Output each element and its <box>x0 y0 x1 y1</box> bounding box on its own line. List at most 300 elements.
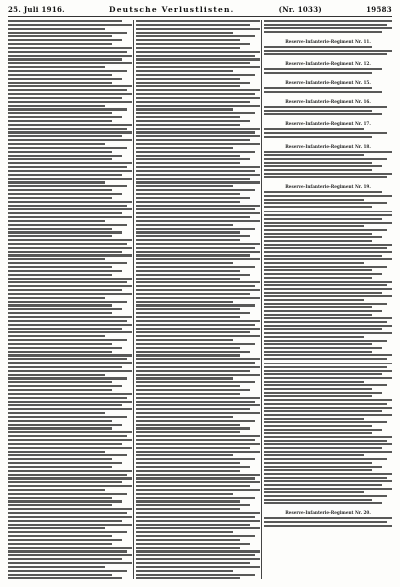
text-line <box>8 385 122 387</box>
text-line <box>136 89 260 91</box>
text-line <box>136 151 255 153</box>
text-line <box>136 539 240 541</box>
text-line <box>8 62 132 64</box>
text-line <box>264 303 387 305</box>
text-line <box>8 377 127 379</box>
text-line <box>136 431 240 433</box>
text-line <box>136 550 260 552</box>
text-line <box>8 58 122 60</box>
text-line <box>8 474 127 476</box>
text-line <box>136 427 250 429</box>
text-line <box>264 418 364 420</box>
text-line <box>264 281 392 283</box>
text-line <box>264 262 364 264</box>
text-line <box>264 68 382 70</box>
text-line <box>136 366 260 368</box>
text-line <box>8 427 112 429</box>
text-line <box>8 235 112 237</box>
text-line <box>8 489 105 491</box>
text-line <box>136 293 250 295</box>
text-line <box>264 191 382 193</box>
text-column-2 <box>136 20 260 579</box>
text-line <box>136 451 260 453</box>
text-line <box>264 321 387 323</box>
text-line <box>8 554 132 556</box>
text-line <box>264 20 392 22</box>
text-line <box>136 297 260 299</box>
text-line <box>136 278 240 280</box>
text-line <box>8 570 127 572</box>
text-line <box>8 278 132 280</box>
text-line <box>264 222 392 224</box>
text-line <box>264 429 382 431</box>
text-line <box>136 335 260 337</box>
text-line <box>136 477 255 479</box>
text-line <box>264 340 387 342</box>
text-line <box>8 281 127 283</box>
text-line <box>136 189 255 191</box>
text-line <box>8 524 132 526</box>
text-line <box>8 143 105 145</box>
text-line <box>8 497 112 499</box>
text-line <box>8 331 132 333</box>
text-line <box>136 39 240 41</box>
text-line <box>264 381 364 383</box>
text-line <box>264 480 392 482</box>
text-line <box>8 312 112 314</box>
text-line <box>264 53 387 55</box>
text-line <box>136 481 260 483</box>
text-line <box>8 466 112 468</box>
text-line <box>136 262 233 264</box>
text-line <box>264 347 382 349</box>
text-line <box>264 447 382 449</box>
text-line <box>136 316 240 318</box>
text-line <box>8 216 132 218</box>
text-line <box>8 70 127 72</box>
text-line <box>264 202 387 204</box>
text-line <box>136 497 255 499</box>
text-line <box>264 343 372 345</box>
text-line <box>8 97 122 99</box>
text-line <box>8 270 122 272</box>
header-date: 25. Juli 1916. <box>8 4 65 14</box>
text-line <box>8 47 132 49</box>
text-line <box>264 299 364 301</box>
text-line <box>136 458 255 460</box>
text-line <box>8 351 112 353</box>
text-line <box>264 395 372 397</box>
section-title: Reserve-Infanterie-Regiment Nr. 12. <box>285 61 371 67</box>
text-line <box>264 525 392 527</box>
header-issue: (Nr. 1033) <box>278 4 323 14</box>
text-column-3 <box>264 20 392 579</box>
text-line <box>264 366 387 368</box>
text-line <box>8 189 112 191</box>
text-line <box>264 407 392 409</box>
text-line <box>264 421 387 423</box>
section-title: Reserve-Infanterie-Regiment Nr. 19. <box>285 184 371 190</box>
header-title: Deutsche Verlustlisten. <box>109 4 235 14</box>
text-line <box>264 50 392 52</box>
text-line <box>8 135 122 137</box>
casualty-list <box>264 128 392 137</box>
text-line <box>136 443 260 445</box>
text-line <box>136 320 260 322</box>
text-line <box>136 281 260 283</box>
text-line <box>136 462 240 464</box>
text-line <box>264 499 372 501</box>
text-line <box>8 32 127 34</box>
text-line <box>136 485 250 487</box>
text-line <box>8 335 105 337</box>
text-line <box>136 397 260 399</box>
text-line <box>136 231 240 233</box>
text-line <box>264 236 382 238</box>
text-line <box>136 512 260 514</box>
section-title: Reserve-Infanterie-Regiment Nr. 16. <box>285 98 371 104</box>
text-line <box>136 516 255 518</box>
text-line <box>8 535 112 537</box>
text-line <box>136 524 250 526</box>
text-line <box>136 331 250 333</box>
text-line <box>8 74 112 76</box>
text-line <box>136 70 233 72</box>
text-line <box>136 155 240 157</box>
text-line <box>136 274 250 276</box>
text-line <box>136 162 240 164</box>
text-line <box>264 206 372 208</box>
text-line <box>8 458 112 460</box>
text-line <box>264 388 372 390</box>
text-line <box>8 412 105 414</box>
text-line <box>8 197 112 199</box>
text-line <box>264 410 382 412</box>
text-line <box>136 112 255 114</box>
text-line <box>264 403 387 405</box>
text-line <box>264 247 387 249</box>
text-line <box>136 28 260 30</box>
text-line <box>8 493 127 495</box>
text-line <box>8 393 132 395</box>
text-line <box>264 225 364 227</box>
casualty-list <box>264 68 392 74</box>
text-line <box>136 197 250 199</box>
text-line <box>136 120 250 122</box>
text-line <box>264 458 387 460</box>
text-line <box>8 239 132 241</box>
text-line <box>136 24 250 26</box>
text-line <box>8 131 132 133</box>
text-line <box>8 527 105 529</box>
text-line <box>136 74 255 76</box>
regiment-section <box>264 80 392 93</box>
text-line <box>136 66 260 68</box>
text-line <box>136 101 250 103</box>
text-line <box>136 32 233 34</box>
text-line <box>264 351 372 353</box>
text-line <box>8 166 127 168</box>
text-line <box>8 43 112 45</box>
text-line <box>136 51 260 53</box>
text-line <box>264 176 387 178</box>
text-line <box>264 325 392 327</box>
text-line <box>8 193 122 195</box>
section-rule <box>264 211 392 212</box>
text-line <box>136 243 260 245</box>
text-line <box>264 273 382 275</box>
text-line <box>8 516 132 518</box>
text-line <box>136 562 250 564</box>
header-page-number: 19583 <box>366 4 392 14</box>
regiment-section <box>264 99 392 115</box>
text-line <box>8 120 112 122</box>
text-line <box>136 62 250 64</box>
text-line <box>136 166 260 168</box>
text-line <box>264 502 382 504</box>
text-line <box>8 181 105 183</box>
text-line <box>136 374 260 376</box>
text-line <box>136 254 250 256</box>
text-line <box>8 531 127 533</box>
text-line <box>8 577 122 579</box>
text-line <box>264 229 387 231</box>
text-line <box>8 155 122 157</box>
text-line <box>8 185 127 187</box>
text-line <box>264 154 364 156</box>
text-line <box>8 170 132 172</box>
text-line <box>8 420 112 422</box>
text-line <box>8 431 132 433</box>
text-line <box>8 274 112 276</box>
text-line <box>264 244 392 246</box>
text-line <box>136 404 260 406</box>
text-line <box>136 285 255 287</box>
text-line <box>8 178 132 180</box>
section-rule <box>264 363 392 364</box>
regiment-section <box>264 184 392 504</box>
text-line <box>8 304 112 306</box>
text-line <box>136 128 260 130</box>
casualty-list <box>264 191 392 208</box>
text-line <box>8 543 112 545</box>
text-line <box>136 504 250 506</box>
text-line <box>8 447 132 449</box>
text-line <box>136 174 260 176</box>
text-line <box>264 46 372 48</box>
casualty-list <box>264 20 392 33</box>
regiment-section <box>264 39 392 55</box>
text-line <box>8 481 122 483</box>
text-line <box>136 289 260 291</box>
text-line <box>8 174 122 176</box>
text-line <box>136 116 240 118</box>
text-line <box>264 358 387 360</box>
text-line <box>136 377 233 379</box>
text-line <box>136 108 233 110</box>
text-line <box>136 158 250 160</box>
text-line <box>136 43 250 45</box>
text-line <box>8 558 122 560</box>
text-line <box>8 297 105 299</box>
text-line <box>136 185 233 187</box>
text-line <box>136 216 250 218</box>
text-line <box>264 218 382 220</box>
casualty-list <box>264 366 392 504</box>
text-line <box>136 447 250 449</box>
text-line <box>8 339 127 341</box>
text-line <box>264 165 382 167</box>
text-line <box>136 270 240 272</box>
text-line <box>136 362 255 364</box>
text-line <box>264 295 392 297</box>
text-line <box>264 136 372 138</box>
text-line <box>264 288 392 290</box>
text-line <box>136 224 233 226</box>
text-line <box>8 82 112 84</box>
text-line <box>136 93 255 95</box>
text-line <box>264 169 372 171</box>
text-line <box>264 469 372 471</box>
text-line <box>8 500 122 502</box>
text-line <box>8 93 132 95</box>
text-line <box>8 354 132 356</box>
text-line <box>8 316 132 318</box>
text-line <box>136 205 260 207</box>
text-line <box>8 470 132 472</box>
text-line <box>136 354 240 356</box>
text-line <box>136 82 250 84</box>
text-line <box>8 20 122 22</box>
text-line <box>8 504 112 506</box>
text-line <box>8 212 122 214</box>
regiment-section <box>264 144 392 179</box>
text-line <box>136 308 240 310</box>
text-line <box>136 408 250 410</box>
text-line <box>8 301 127 303</box>
text-line <box>136 105 260 107</box>
section-title: Reserve-Infanterie-Regiment Nr. 11. <box>285 39 371 45</box>
text-line <box>264 432 372 434</box>
text-line <box>136 574 255 576</box>
header-rule <box>8 16 392 17</box>
text-line <box>136 493 233 495</box>
text-line <box>136 577 240 579</box>
text-line <box>8 147 127 149</box>
text-line <box>136 58 260 60</box>
text-line <box>264 266 387 268</box>
regiment-section <box>264 20 392 33</box>
text-line <box>8 374 105 376</box>
text-line <box>264 132 387 134</box>
text-line <box>264 292 382 294</box>
casualty-list <box>136 20 260 579</box>
text-line <box>136 193 240 195</box>
text-line <box>136 251 260 253</box>
text-line <box>8 293 132 295</box>
text-line <box>8 158 112 160</box>
text-line <box>264 110 372 112</box>
text-line <box>136 312 250 314</box>
text-line <box>136 535 255 537</box>
text-line <box>8 220 105 222</box>
text-line <box>8 320 127 322</box>
text-line <box>264 491 364 493</box>
text-line <box>264 31 382 33</box>
text-line <box>136 500 240 502</box>
text-line <box>136 181 260 183</box>
text-line <box>8 243 127 245</box>
casualty-list <box>264 214 392 360</box>
text-line <box>8 435 127 437</box>
text-line <box>264 414 392 416</box>
text-line <box>264 443 392 445</box>
text-line <box>8 477 132 479</box>
text-line <box>136 389 250 391</box>
casualty-list <box>264 517 392 526</box>
text-line <box>8 231 122 233</box>
text-line <box>264 199 364 201</box>
text-line <box>136 139 250 141</box>
text-line <box>136 412 260 414</box>
text-line <box>8 55 132 57</box>
text-line <box>264 162 372 164</box>
text-line <box>136 170 255 172</box>
text-line <box>8 562 132 564</box>
text-line <box>136 328 260 330</box>
text-line <box>264 332 392 334</box>
text-line <box>8 24 132 26</box>
text-line <box>264 151 392 153</box>
text-line <box>136 439 255 441</box>
text-line <box>264 477 387 479</box>
text-line <box>136 435 260 437</box>
text-line <box>136 131 255 133</box>
text-line <box>264 495 387 497</box>
text-line <box>264 336 364 338</box>
text-line <box>136 558 260 560</box>
text-line <box>8 416 127 418</box>
text-line <box>8 85 132 87</box>
text-line <box>136 135 260 137</box>
text-line <box>136 143 260 145</box>
text-line <box>8 485 132 487</box>
section-title: Reserve-Infanterie-Regiment Nr. 15. <box>285 80 371 86</box>
text-line <box>136 424 240 426</box>
text-line <box>264 517 392 519</box>
text-line <box>264 255 382 257</box>
text-line <box>8 105 105 107</box>
column-divider <box>133 20 134 579</box>
text-line <box>136 570 233 572</box>
text-line <box>136 220 260 222</box>
text-line <box>8 262 127 264</box>
text-line <box>264 440 387 442</box>
text-line <box>264 113 382 115</box>
text-line <box>136 343 255 345</box>
text-line <box>136 228 255 230</box>
text-line <box>136 178 250 180</box>
text-line <box>8 35 112 37</box>
text-line <box>136 304 255 306</box>
text-line <box>264 436 392 438</box>
text-line <box>264 277 372 279</box>
text-line <box>136 370 250 372</box>
text-line <box>8 39 122 41</box>
text-line <box>8 162 132 164</box>
section-title: Reserve-Infanterie-Regiment Nr. 20. <box>285 510 371 516</box>
text-line <box>8 247 132 249</box>
